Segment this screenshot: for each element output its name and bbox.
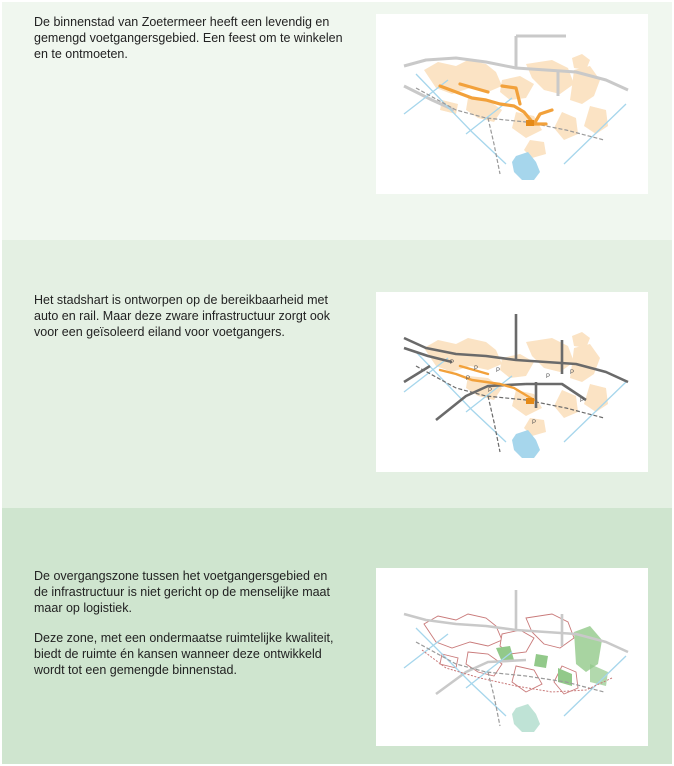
map-pedestrian-area <box>376 14 648 194</box>
parking-label: P <box>466 376 471 382</box>
pedestrian-square <box>526 398 534 404</box>
parking-label: P <box>450 360 455 366</box>
map-infrastructure-svg <box>376 292 648 472</box>
panel-3-paragraph-1: De overgangszone tussen het voetgangersgebied en de infrastructuur is niet gericht op de menselijke maat maar op logistiek. <box>34 569 330 615</box>
parking-label: P <box>474 366 479 372</box>
panel-pedestrian-area <box>2 2 672 240</box>
parking-label: P <box>546 374 551 380</box>
panel-1-paragraph-1: De binnenstad van Zoetermeer heeft een levendig en gemengd voetgangersgebied. Een feest om te winkelen en te ontmoeten. <box>34 15 343 61</box>
panel-infrastructure <box>2 240 672 508</box>
map-transition-zone <box>376 568 648 746</box>
map-infrastructure <box>376 292 648 472</box>
panel-1-text <box>34 14 344 62</box>
panel-2-text <box>34 292 344 340</box>
panel-transition-zone <box>2 508 672 764</box>
water-body <box>512 704 540 732</box>
map-pedestrian-area-svg <box>376 14 648 194</box>
parking-label: P <box>532 420 537 426</box>
panel-3-text <box>34 568 344 678</box>
page <box>2 2 672 764</box>
panel-3-paragraph-2: Deze zone, met een ondermaatse ruimtelijke kwaliteit, biedt de ruimte én kansen wanneer deze ontwikkeld wordt tot een gemengde binnenstad. <box>34 631 334 677</box>
pedestrian-square <box>526 120 534 126</box>
parking-label: P <box>570 370 575 376</box>
parking-label: P <box>496 368 501 374</box>
parking-label: P <box>488 388 493 394</box>
panel-2-paragraph-1: Het stadshart is ontworpen op de bereikbaarheid met auto en rail. Maar deze zware infrastructuur zorgt ook voor een geïsoleerd eiland voor voetgangers. <box>34 293 330 339</box>
parking-label: P <box>580 398 585 404</box>
map-transition-zone-svg <box>376 568 648 746</box>
